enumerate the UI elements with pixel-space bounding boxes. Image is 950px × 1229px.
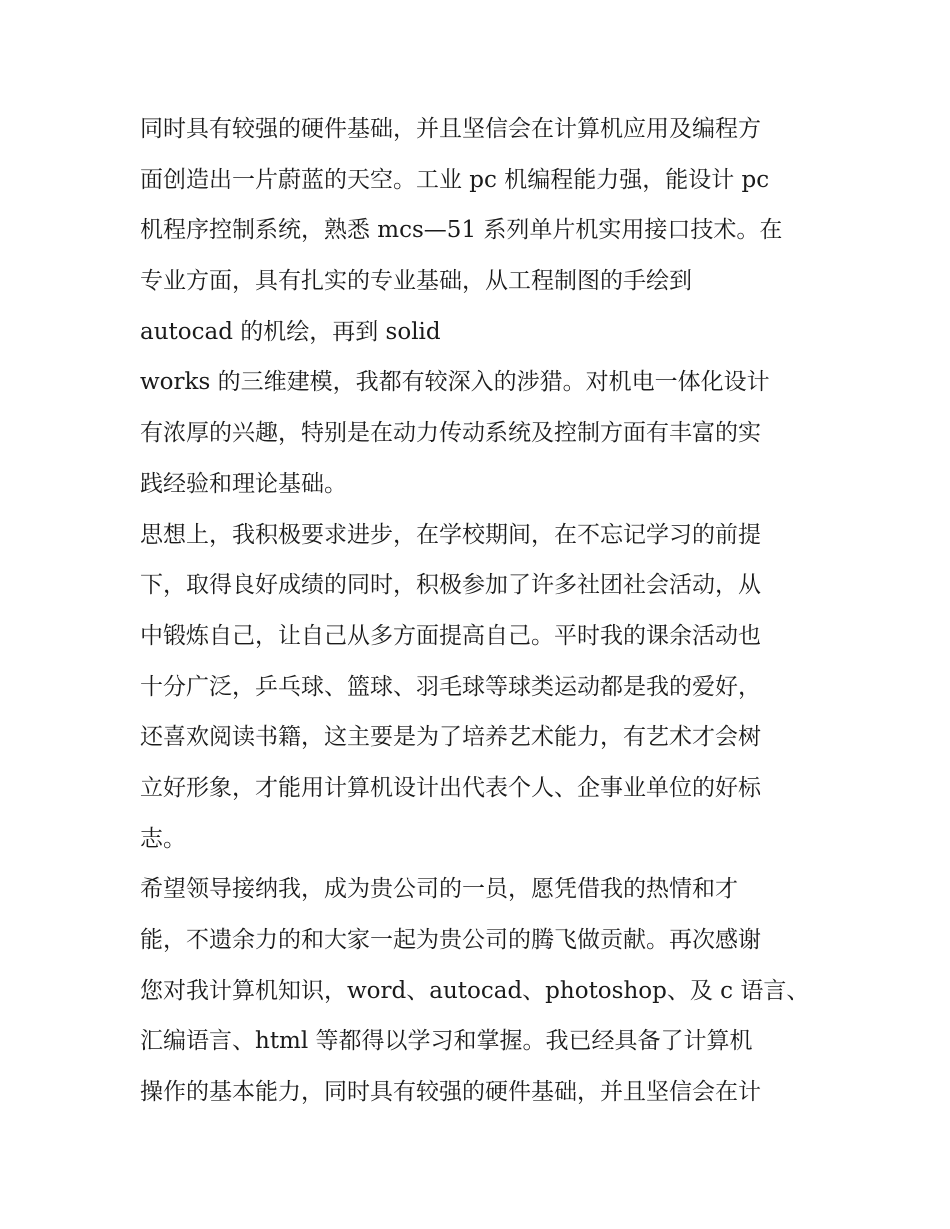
text-line: 专业方面，具有扎实的专业基础，从工程制图的手绘到 <box>140 268 692 295</box>
text-line: 您对我计算机知识，word、autocad、photoshop、及 c 语言、 <box>140 977 810 1004</box>
text-line: 有浓厚的兴趣，特别是在动力传动系统及控制方面有丰富的实 <box>140 420 761 447</box>
text-line: 思想上，我积极要求进步，在学校期间，在不忘记学习的前提 <box>140 521 761 548</box>
text-line: 践经验和理论基础。 <box>140 470 347 497</box>
text-line: 下，取得良好成绩的同时，积极参加了许多社团社会活动，从 <box>140 572 761 599</box>
text-line: 十分广泛，乒乓球、篮球、羽毛球等球类运动都是我的爱好， <box>140 673 761 700</box>
text-line: 希望领导接纳我，成为贵公司的一员，愿凭借我的热情和才 <box>140 876 738 903</box>
text-line: 中锻炼自己，让自己从多方面提高自己。平时我的课余活动也 <box>140 622 761 649</box>
document-body <box>140 104 830 1118</box>
text-line: 志。 <box>140 825 186 852</box>
text-line: works 的三维建模，我都有较深入的涉猎。对机电一体化设计 <box>140 369 770 396</box>
text-line: 还喜欢阅读书籍，这主要是为了培养艺术能力，有艺术才会树 <box>140 724 761 751</box>
text-line: 立好形象，才能用计算机设计出代表个人、企事业单位的好标 <box>140 774 761 801</box>
text-line: 能，不遗余力的和大家一起为贵公司的腾飞做贡献。再次感谢 <box>140 927 761 953</box>
text-line: 操作的基本能力，同时具有较强的硬件基础，并且坚信会在计 <box>140 1079 761 1106</box>
text-line: 汇编语言、html 等都得以学习和掌握。我已经具备了计算机 <box>140 1028 753 1055</box>
text-line: 机程序控制系统，熟悉 mcs—51 系列单片机实用接口技术。在 <box>140 217 783 244</box>
text-line: autocad 的机绘，再到 solid <box>140 318 441 345</box>
text-line: 同时具有较强的硬件基础，并且坚信会在计算机应用及编程方 <box>140 116 761 142</box>
text-line: 面创造出一片蔚蓝的天空。工业 pc 机编程能力强，能设计 pc <box>140 166 770 193</box>
